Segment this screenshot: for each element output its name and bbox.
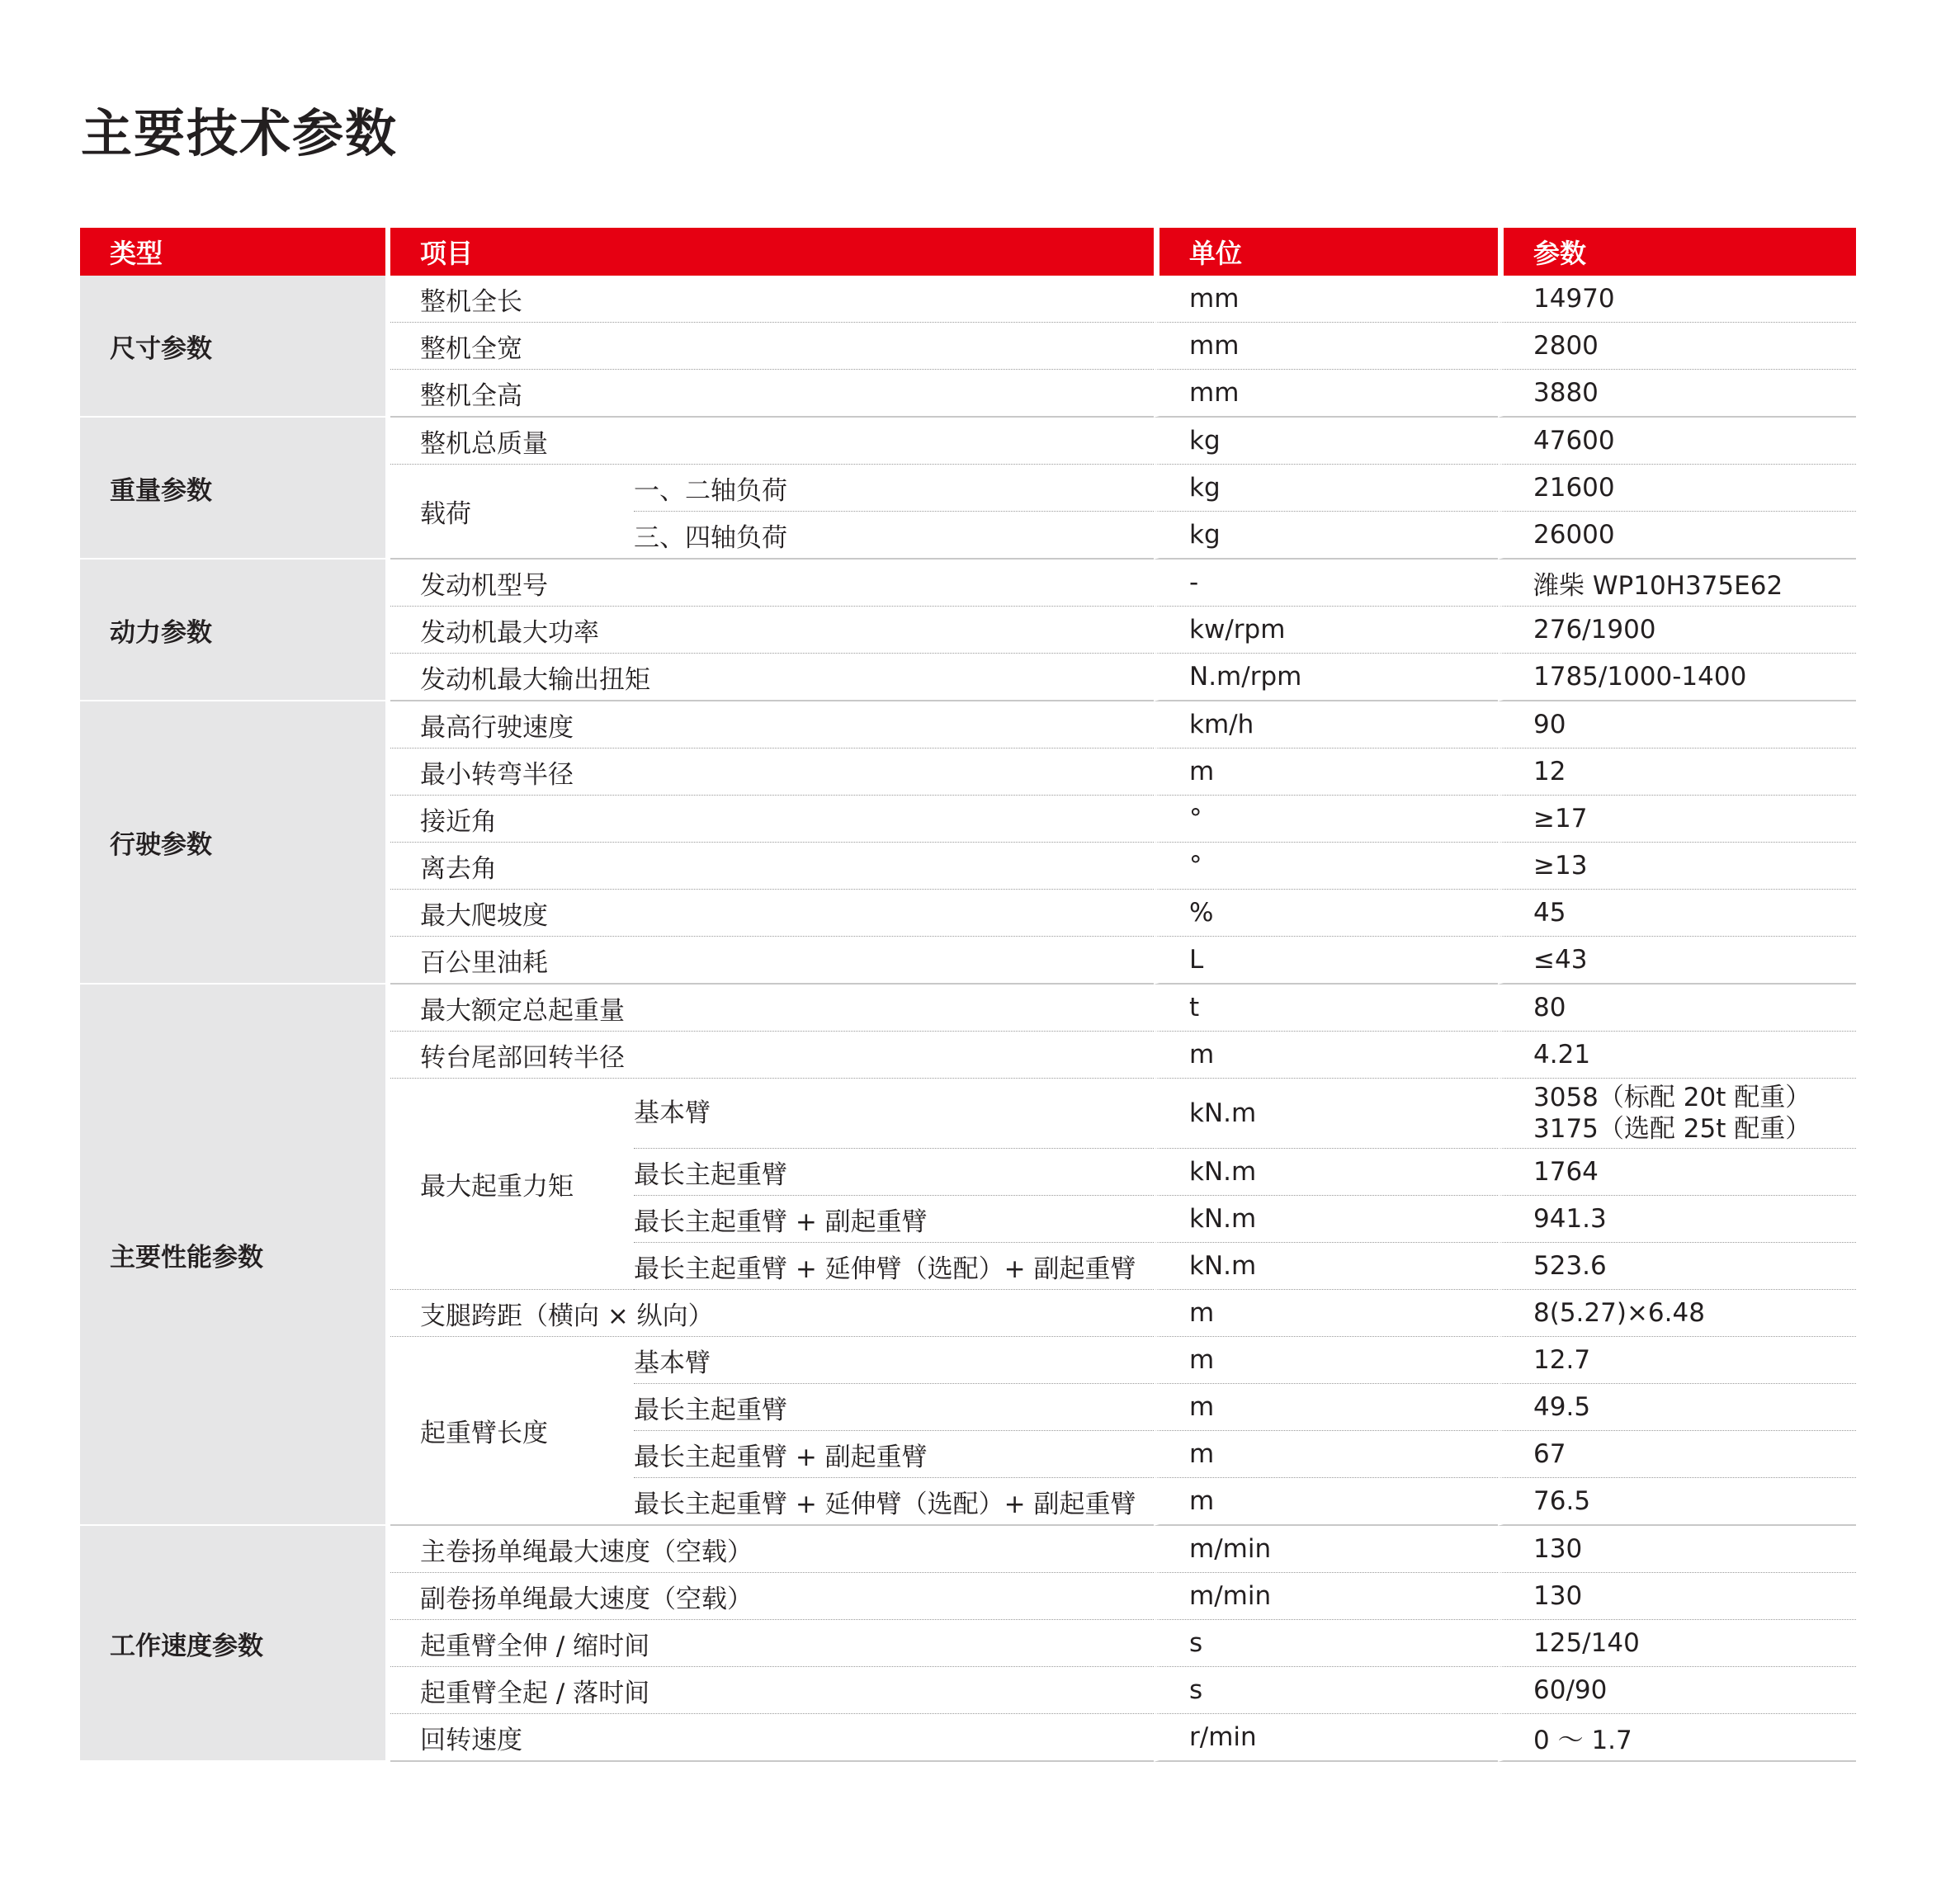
row-unit: mm	[1154, 370, 1498, 418]
table-row	[80, 1526, 1856, 1573]
row-item: 起重臂全伸 / 缩时间	[390, 1620, 1154, 1667]
row-value: 1785/1000-1400	[1498, 654, 1856, 701]
table-row	[80, 276, 1856, 323]
row-item: 回转速度	[390, 1714, 1154, 1762]
row-item: 接近角	[390, 796, 1154, 843]
row-value: 130	[1498, 1526, 1856, 1573]
row-subitem: 最长主起重臂	[634, 1384, 1154, 1431]
row-unit: s	[1154, 1667, 1498, 1714]
row-item: 转台尾部回转半径	[390, 1032, 1154, 1079]
row-unit: kw/rpm	[1154, 607, 1498, 654]
table-header-row	[80, 228, 1856, 276]
row-item: 整机总质量	[390, 418, 1154, 465]
row-unit: kg	[1154, 512, 1498, 560]
row-item: 起重臂长度	[390, 1337, 634, 1526]
row-value: 76.5	[1498, 1478, 1856, 1526]
row-unit: m	[1154, 1478, 1498, 1526]
row-unit: N.m/rpm	[1154, 654, 1498, 701]
row-item: 主卷扬单绳最大速度（空载）	[390, 1526, 1154, 1573]
row-item: 离去角	[390, 843, 1154, 890]
page-title: 主要技术参数	[81, 103, 399, 163]
row-unit: %	[1154, 890, 1498, 937]
group-label-speed: 工作速度参数	[80, 1526, 385, 1762]
row-subitem: 最长主起重臂 + 副起重臂	[634, 1431, 1154, 1478]
row-value	[1498, 1079, 1856, 1149]
row-subitem: 最长主起重臂 + 延伸臂（选配）+ 副起重臂	[634, 1478, 1154, 1526]
spec-table	[80, 228, 1856, 1762]
row-unit: °	[1154, 796, 1498, 843]
row-item: 百公里油耗	[390, 937, 1154, 985]
row-unit: m	[1154, 1337, 1498, 1384]
row-value: ≤43	[1498, 937, 1856, 985]
row-unit: m/min	[1154, 1573, 1498, 1620]
row-subitem: 最长主起重臂 + 延伸臂（选配）+ 副起重臂	[634, 1243, 1154, 1290]
row-unit: kg	[1154, 418, 1498, 465]
row-unit: m	[1154, 1384, 1498, 1431]
row-value: 60/90	[1498, 1667, 1856, 1714]
row-unit: kN.m	[1154, 1196, 1498, 1243]
row-value: 26000	[1498, 512, 1856, 560]
row-unit: °	[1154, 843, 1498, 890]
table-row	[80, 985, 1856, 1032]
row-item: 起重臂全起 / 落时间	[390, 1667, 1154, 1714]
row-item: 整机全长	[390, 276, 1154, 323]
group-label-weight: 重量参数	[80, 418, 385, 560]
row-value: 523.6	[1498, 1243, 1856, 1290]
table-row	[80, 418, 1856, 465]
row-subitem: 一、二轴负荷	[634, 465, 1154, 512]
header-type: 类型	[80, 228, 385, 276]
row-item: 最大额定总起重量	[390, 985, 1154, 1032]
row-value: 67	[1498, 1431, 1856, 1478]
row-value-line: 3058（标配 20t 配重）	[1533, 1083, 1811, 1112]
row-value: 45	[1498, 890, 1856, 937]
header-value: 参数	[1498, 228, 1856, 276]
row-subitem: 基本臂	[634, 1337, 1154, 1384]
row-unit: m	[1154, 749, 1498, 796]
row-item: 整机全高	[390, 370, 1154, 418]
row-value: 14970	[1498, 276, 1856, 323]
row-value: 12.7	[1498, 1337, 1856, 1384]
row-item: 发动机型号	[390, 560, 1154, 607]
row-value: 8(5.27)×6.48	[1498, 1290, 1856, 1337]
row-value: 276/1900	[1498, 607, 1856, 654]
row-unit: kN.m	[1154, 1149, 1498, 1196]
row-unit: km/h	[1154, 701, 1498, 749]
row-unit: r/min	[1154, 1714, 1498, 1762]
group-label-size: 尺寸参数	[80, 276, 385, 418]
row-unit: kg	[1154, 465, 1498, 512]
row-unit: L	[1154, 937, 1498, 985]
row-unit: -	[1154, 560, 1498, 607]
row-value: 21600	[1498, 465, 1856, 512]
header-item: 项目	[390, 228, 1154, 276]
row-value: 2800	[1498, 323, 1856, 370]
row-value: 90	[1498, 701, 1856, 749]
row-item: 载荷	[390, 465, 634, 560]
row-item: 副卷扬单绳最大速度（空载）	[390, 1573, 1154, 1620]
row-value: 941.3	[1498, 1196, 1856, 1243]
row-value-line: 3175（选配 25t 配重）	[1533, 1114, 1811, 1144]
row-subitem: 基本臂	[634, 1079, 1154, 1149]
row-value: 3880	[1498, 370, 1856, 418]
row-value: 1764	[1498, 1149, 1856, 1196]
row-item: 发动机最大功率	[390, 607, 1154, 654]
row-value: 80	[1498, 985, 1856, 1032]
group-label-power: 动力参数	[80, 560, 385, 701]
row-item: 支腿跨距（横向 × 纵向）	[390, 1290, 1154, 1337]
row-unit: m/min	[1154, 1526, 1498, 1573]
row-value: 4.21	[1498, 1032, 1856, 1079]
row-unit: m	[1154, 1032, 1498, 1079]
row-unit: mm	[1154, 276, 1498, 323]
row-value: 潍柴 WP10H375E62	[1498, 560, 1856, 607]
row-unit: kN.m	[1154, 1243, 1498, 1290]
row-item: 最大起重力矩	[390, 1079, 634, 1290]
row-value: 0 ～ 1.7	[1498, 1714, 1856, 1762]
row-value: ≥13	[1498, 843, 1856, 890]
row-item: 最高行驶速度	[390, 701, 1154, 749]
row-value: 47600	[1498, 418, 1856, 465]
row-item: 最大爬坡度	[390, 890, 1154, 937]
row-value: ≥17	[1498, 796, 1856, 843]
row-subitem: 三、四轴负荷	[634, 512, 1154, 560]
group-label-performance: 主要性能参数	[80, 985, 385, 1526]
row-unit: mm	[1154, 323, 1498, 370]
row-unit: kN.m	[1154, 1079, 1498, 1149]
group-label-travel: 行驶参数	[80, 701, 385, 985]
row-unit: m	[1154, 1431, 1498, 1478]
row-item: 整机全宽	[390, 323, 1154, 370]
table-row	[80, 560, 1856, 607]
row-item: 发动机最大输出扭矩	[390, 654, 1154, 701]
row-value: 12	[1498, 749, 1856, 796]
row-unit: m	[1154, 1290, 1498, 1337]
row-item: 最小转弯半径	[390, 749, 1154, 796]
table-row	[80, 701, 1856, 749]
row-value: 130	[1498, 1573, 1856, 1620]
row-value: 125/140	[1498, 1620, 1856, 1667]
row-subitem: 最长主起重臂	[634, 1149, 1154, 1196]
row-subitem: 最长主起重臂 + 副起重臂	[634, 1196, 1154, 1243]
row-unit: s	[1154, 1620, 1498, 1667]
row-unit: t	[1154, 985, 1498, 1032]
header-unit: 单位	[1154, 228, 1498, 276]
row-value: 49.5	[1498, 1384, 1856, 1431]
